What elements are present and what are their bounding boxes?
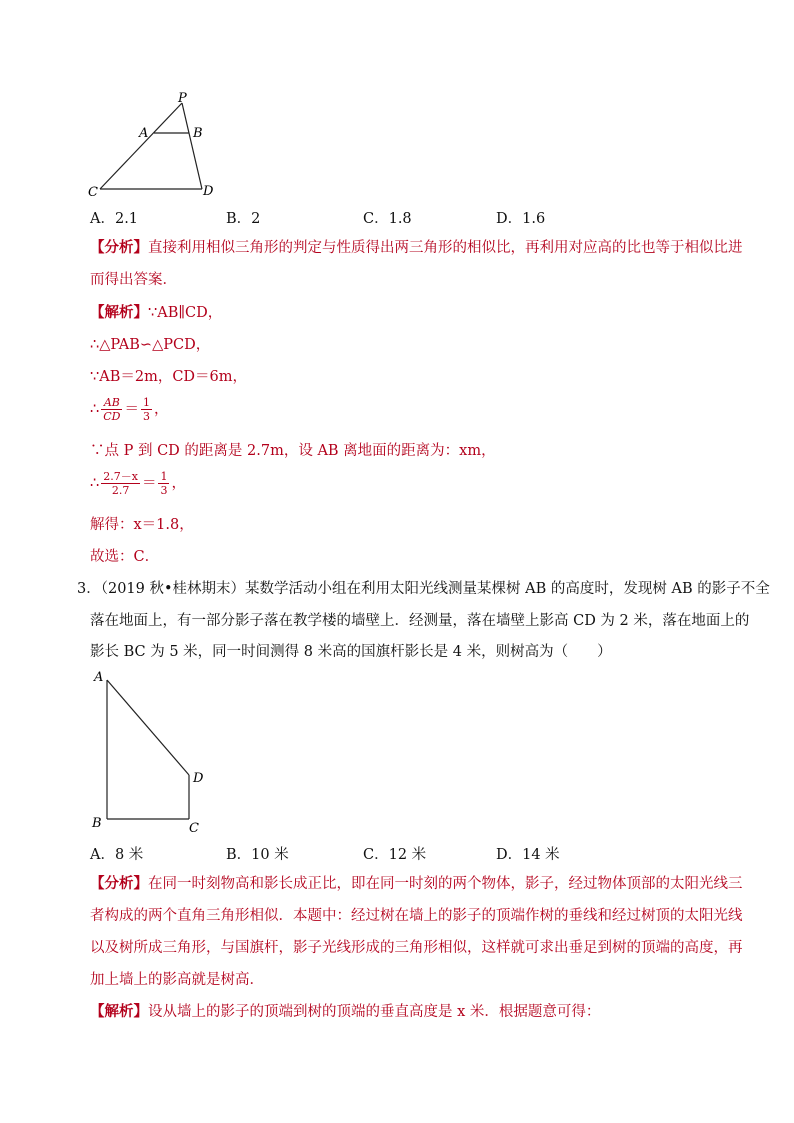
- fraction-den: 3: [160, 484, 168, 497]
- line-ad-sunray: [107, 680, 189, 775]
- q3-solution-text-1: 设从墙上的影子的顶端到树的顶端的垂直高度是 x 米．根据题意可得：: [148, 1004, 601, 1020]
- option-a: A．2.1: [90, 211, 139, 227]
- option-d: D．1.6: [496, 211, 546, 227]
- fraction-equation-left: [101, 470, 140, 497]
- q3-solution-line1: [90, 1002, 600, 1022]
- q2-analysis-line1: [90, 238, 743, 258]
- comma: ，: [153, 401, 169, 418]
- q2-solution-line1: [90, 303, 222, 323]
- solution-step-7: 解得：x＝1.8，: [90, 517, 194, 533]
- therefore-symbol: ∴: [90, 475, 100, 492]
- q2-analysis-line2: 而得出答案．: [90, 272, 177, 288]
- fraction-num: 2.7－x: [103, 470, 138, 483]
- line-pc: [100, 103, 182, 189]
- label-d: D: [193, 771, 204, 786]
- q3-analysis-line2: 者构成的两个直角三角形相似．本题中：经过树在墙上的影子的顶端作树的垂线和经过树顶的太阳光线: [90, 908, 743, 924]
- fraction-one-third: [158, 470, 169, 497]
- comma: ，: [171, 475, 186, 492]
- label-c: C: [189, 821, 199, 836]
- solution-step-2: ∴△PAB∽△PCD，: [90, 337, 211, 353]
- q3-option-d: D．14 米: [496, 847, 560, 863]
- q3-analysis-line1: [90, 874, 743, 894]
- fraction-num: AB: [101, 396, 122, 410]
- analysis-tag: 【分析】: [90, 239, 148, 256]
- figure-triangle-pcd: [80, 90, 240, 205]
- solution-step-4: [90, 396, 168, 430]
- option-b: B．2: [226, 211, 261, 227]
- fraction-ab-cd: [101, 396, 122, 423]
- label-a: A: [94, 670, 104, 685]
- solution-step-5: ∵点 P 到 CD 的距离是 2.7m，设 AB 离地面的距离为：xm，: [90, 443, 496, 459]
- q3-stem-line1: 3．（2019 秋•桂林期末）某数学活动小组在利用太阳光线测量某棵树 AB 的高度时，发现树 AB 的影子不全: [77, 581, 770, 597]
- q3-analysis-text-1: 在同一时刻物高和影长成正比，即在同一时刻的两个物体，影子，经过物体顶部的太阳光线三: [148, 876, 743, 892]
- line-pd: [182, 103, 202, 189]
- therefore-symbol: ∴: [90, 401, 100, 418]
- q3-option-a: A．8 米: [90, 847, 144, 863]
- solution-tag: 【解析】: [90, 1003, 148, 1020]
- fraction-den: 2.7: [111, 484, 130, 497]
- label-b: B: [193, 126, 203, 141]
- solution-step-1: ∵AB∥CD，: [148, 305, 223, 321]
- fraction-one-third: [141, 396, 152, 423]
- label-a: A: [139, 126, 149, 141]
- label-c: C: [88, 185, 98, 200]
- fraction-num: 1: [142, 396, 150, 409]
- q3-option-b: B．10 米: [226, 847, 289, 863]
- q3-analysis-line3: 以及树所成三角形，与国旗杆，影子光线形成的三角形相似，这样就可求出垂足到树的顶端的高度，再: [90, 940, 743, 956]
- label-b: B: [92, 816, 102, 831]
- solution-step-3: ∵AB＝2m，CD＝6m，: [90, 369, 248, 385]
- analysis-text-1: 直接利用相似三角形的判定与性质得出两三角形的相似比，再利用对应高的比也等于相似比进: [148, 240, 743, 256]
- solution-step-8: 故选：C．: [90, 549, 160, 565]
- figure-tree-wall: [85, 665, 225, 840]
- solution-step-6: [90, 470, 186, 504]
- analysis-tag: 【分析】: [90, 875, 148, 892]
- label-d: D: [203, 184, 214, 199]
- fraction-den: 3: [142, 410, 150, 423]
- q3-analysis-line4: 加上墙上的影高就是树高．: [90, 972, 264, 988]
- equals-sign: ＝: [141, 475, 157, 492]
- solution-tag: 【解析】: [90, 304, 148, 321]
- q3-stem-line3: 影长 BC 为 5 米，同一时间测得 8 米高的国旗杆影长是 4 米，则树高为（ ）: [90, 644, 612, 660]
- label-p: P: [178, 91, 187, 106]
- fraction-num: 1: [160, 470, 168, 483]
- fraction-den: CD: [103, 410, 121, 423]
- equals-sign: ＝: [124, 401, 139, 418]
- q3-stem-line2: 落在地面上，有一部分影子落在教学楼的墙壁上．经测量，落在墙壁上影高 CD 为 2 米，落在地面上的: [90, 613, 750, 629]
- q3-option-c: C．12 米: [363, 847, 427, 863]
- option-c: C．1.8: [363, 211, 412, 227]
